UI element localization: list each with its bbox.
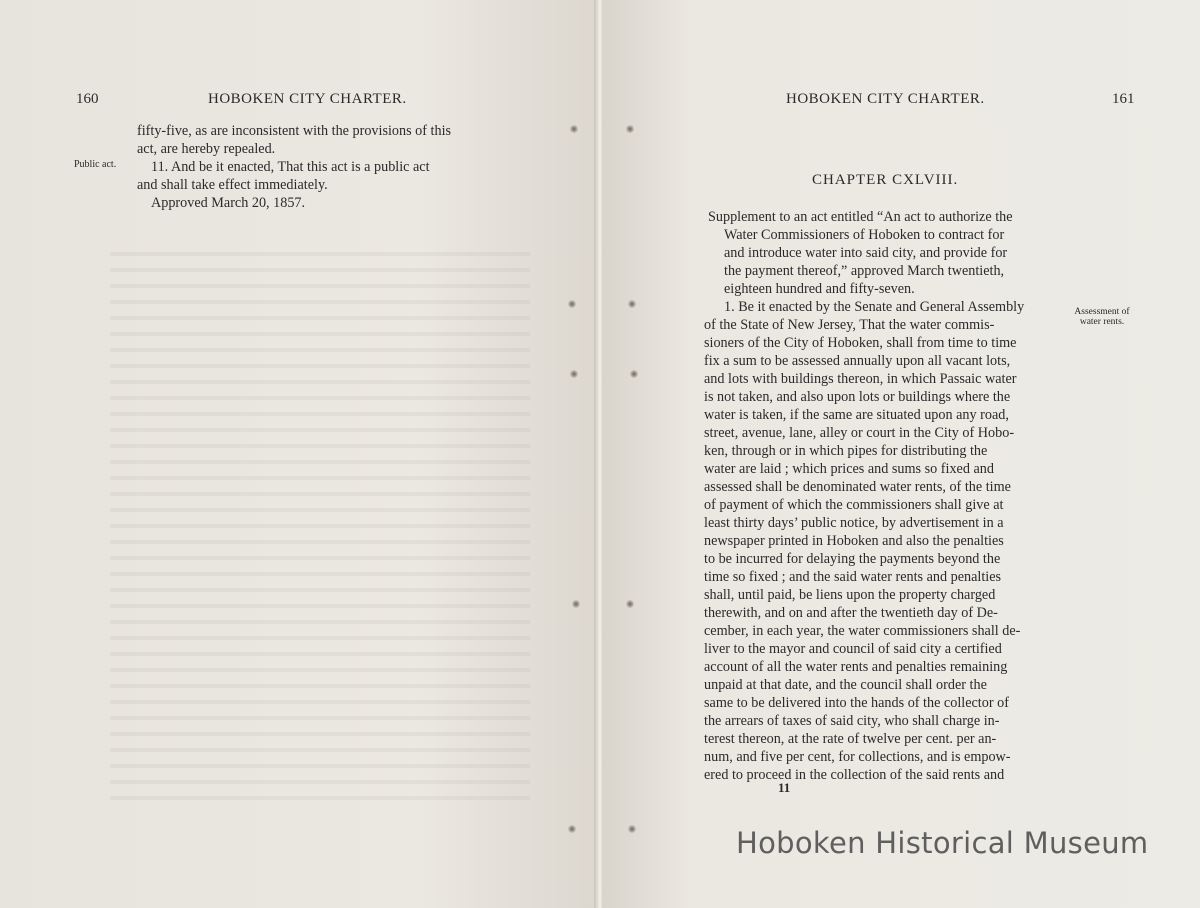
signature-mark: 11 (778, 780, 791, 795)
text-line: 1. Be it enacted by the Senate and General Assembly (724, 299, 1025, 315)
text-line: and lots with buildings thereon, in which Passaic water (704, 371, 1017, 387)
text-line: of the State of New Jersey, That the water commis- (704, 317, 995, 333)
text-line: is not taken, and also upon lots or buildings where the (704, 389, 1011, 405)
text-line: of payment of which the commissioners shall give at (704, 497, 1004, 513)
bleed-through-text (110, 240, 530, 800)
text-line: and shall take effect immediately. (137, 177, 328, 193)
text-line: act, are hereby repealed. (137, 141, 276, 157)
text-line: therewith, and on and after the twentieth day of De- (704, 605, 998, 621)
text-line: 11. And be it enacted, That this act is a public act (151, 159, 430, 175)
chapter-title (708, 208, 1072, 298)
running-head: HOBOKEN CITY CHARTER. (208, 91, 407, 107)
left-page (0, 0, 598, 908)
text-line: ken, through or in which pipes for distributing the (704, 443, 988, 459)
text-line: the payment thereof,” approved March twentieth, (724, 263, 1005, 279)
page-number: 161 (1112, 91, 1135, 107)
section-text (704, 298, 1072, 784)
text-line: account of all the water rents and penalties remaining (704, 659, 1008, 675)
left-body-text (137, 122, 501, 212)
text-line: least thirty days’ public notice, by advertisement in a (704, 515, 1004, 531)
text-line: newspaper printed in Hoboken and also the penalties (704, 533, 1004, 549)
text-line: assessed shall be denominated water rents, of the time (704, 479, 1011, 495)
text-line: Water Commissioners of Hoboken to contract for (724, 227, 1005, 243)
text-line: cember, in each year, the water commissioners shall de- (704, 623, 1021, 639)
margin-note: Public act. (74, 159, 117, 170)
text-line: terest thereon, at the rate of twelve per cent. per an- (704, 731, 997, 747)
text-line: to be incurred for delaying the payments beyond the (704, 551, 1001, 567)
text-line: num, and five per cent, for collections, and is empow- (704, 749, 1011, 765)
page-number: 160 (76, 91, 99, 107)
binding-hole (570, 370, 578, 378)
text-line: the arrears of taxes of said city, who shall charge in- (704, 713, 1000, 729)
text-line: time so fixed ; and the said water rents and penalties (704, 569, 1002, 585)
text-line: eighteen hundred and fifty-seven. (724, 281, 915, 297)
binding-hole (570, 125, 578, 133)
text-line: liver to the mayor and council of said city a certified (704, 641, 1002, 657)
text-line: Supplement to an act entitled “An act to authorize the (708, 209, 1013, 225)
binding-hole (628, 300, 636, 308)
text-line: Approved March 20, 1857. (151, 195, 306, 211)
text-line: and introduce water into said city, and provide for (724, 245, 1008, 261)
binding-hole (626, 125, 634, 133)
margin-note: Assessment of water rents. (1074, 307, 1130, 327)
text-line: unpaid at that date, and the council shall order the (704, 677, 987, 693)
text-line: fifty-five, as are inconsistent with the provisions of this (137, 123, 452, 139)
text-line: same to be delivered into the hands of the collector of (704, 695, 1009, 711)
binding-hole (572, 600, 580, 608)
binding-hole (628, 825, 636, 833)
binding-hole (568, 300, 576, 308)
text-line: water is taken, if the same are situated upon any road, (704, 407, 1009, 423)
binding-hole (630, 370, 638, 378)
text-line: street, avenue, lane, alley or court in the City of Hobo- (704, 425, 1015, 441)
text-line: water are laid ; which prices and sums so fixed and (704, 461, 994, 477)
text-line: fix a sum to be assessed annually upon all vacant lots, (704, 353, 1011, 369)
chapter-heading: CHAPTER CXLVIII. (812, 172, 959, 188)
text-line: ered to proceed in the collection of the said rents and (704, 767, 1005, 783)
text-line: sioners of the City of Hoboken, shall from time to time (704, 335, 1017, 351)
text-line: shall, until paid, be liens upon the property charged (704, 587, 996, 603)
museum-watermark: Hoboken Historical Museum (736, 826, 1149, 860)
running-head: HOBOKEN CITY CHARTER. (786, 91, 985, 107)
binding-hole (568, 825, 576, 833)
binding-hole (626, 600, 634, 608)
